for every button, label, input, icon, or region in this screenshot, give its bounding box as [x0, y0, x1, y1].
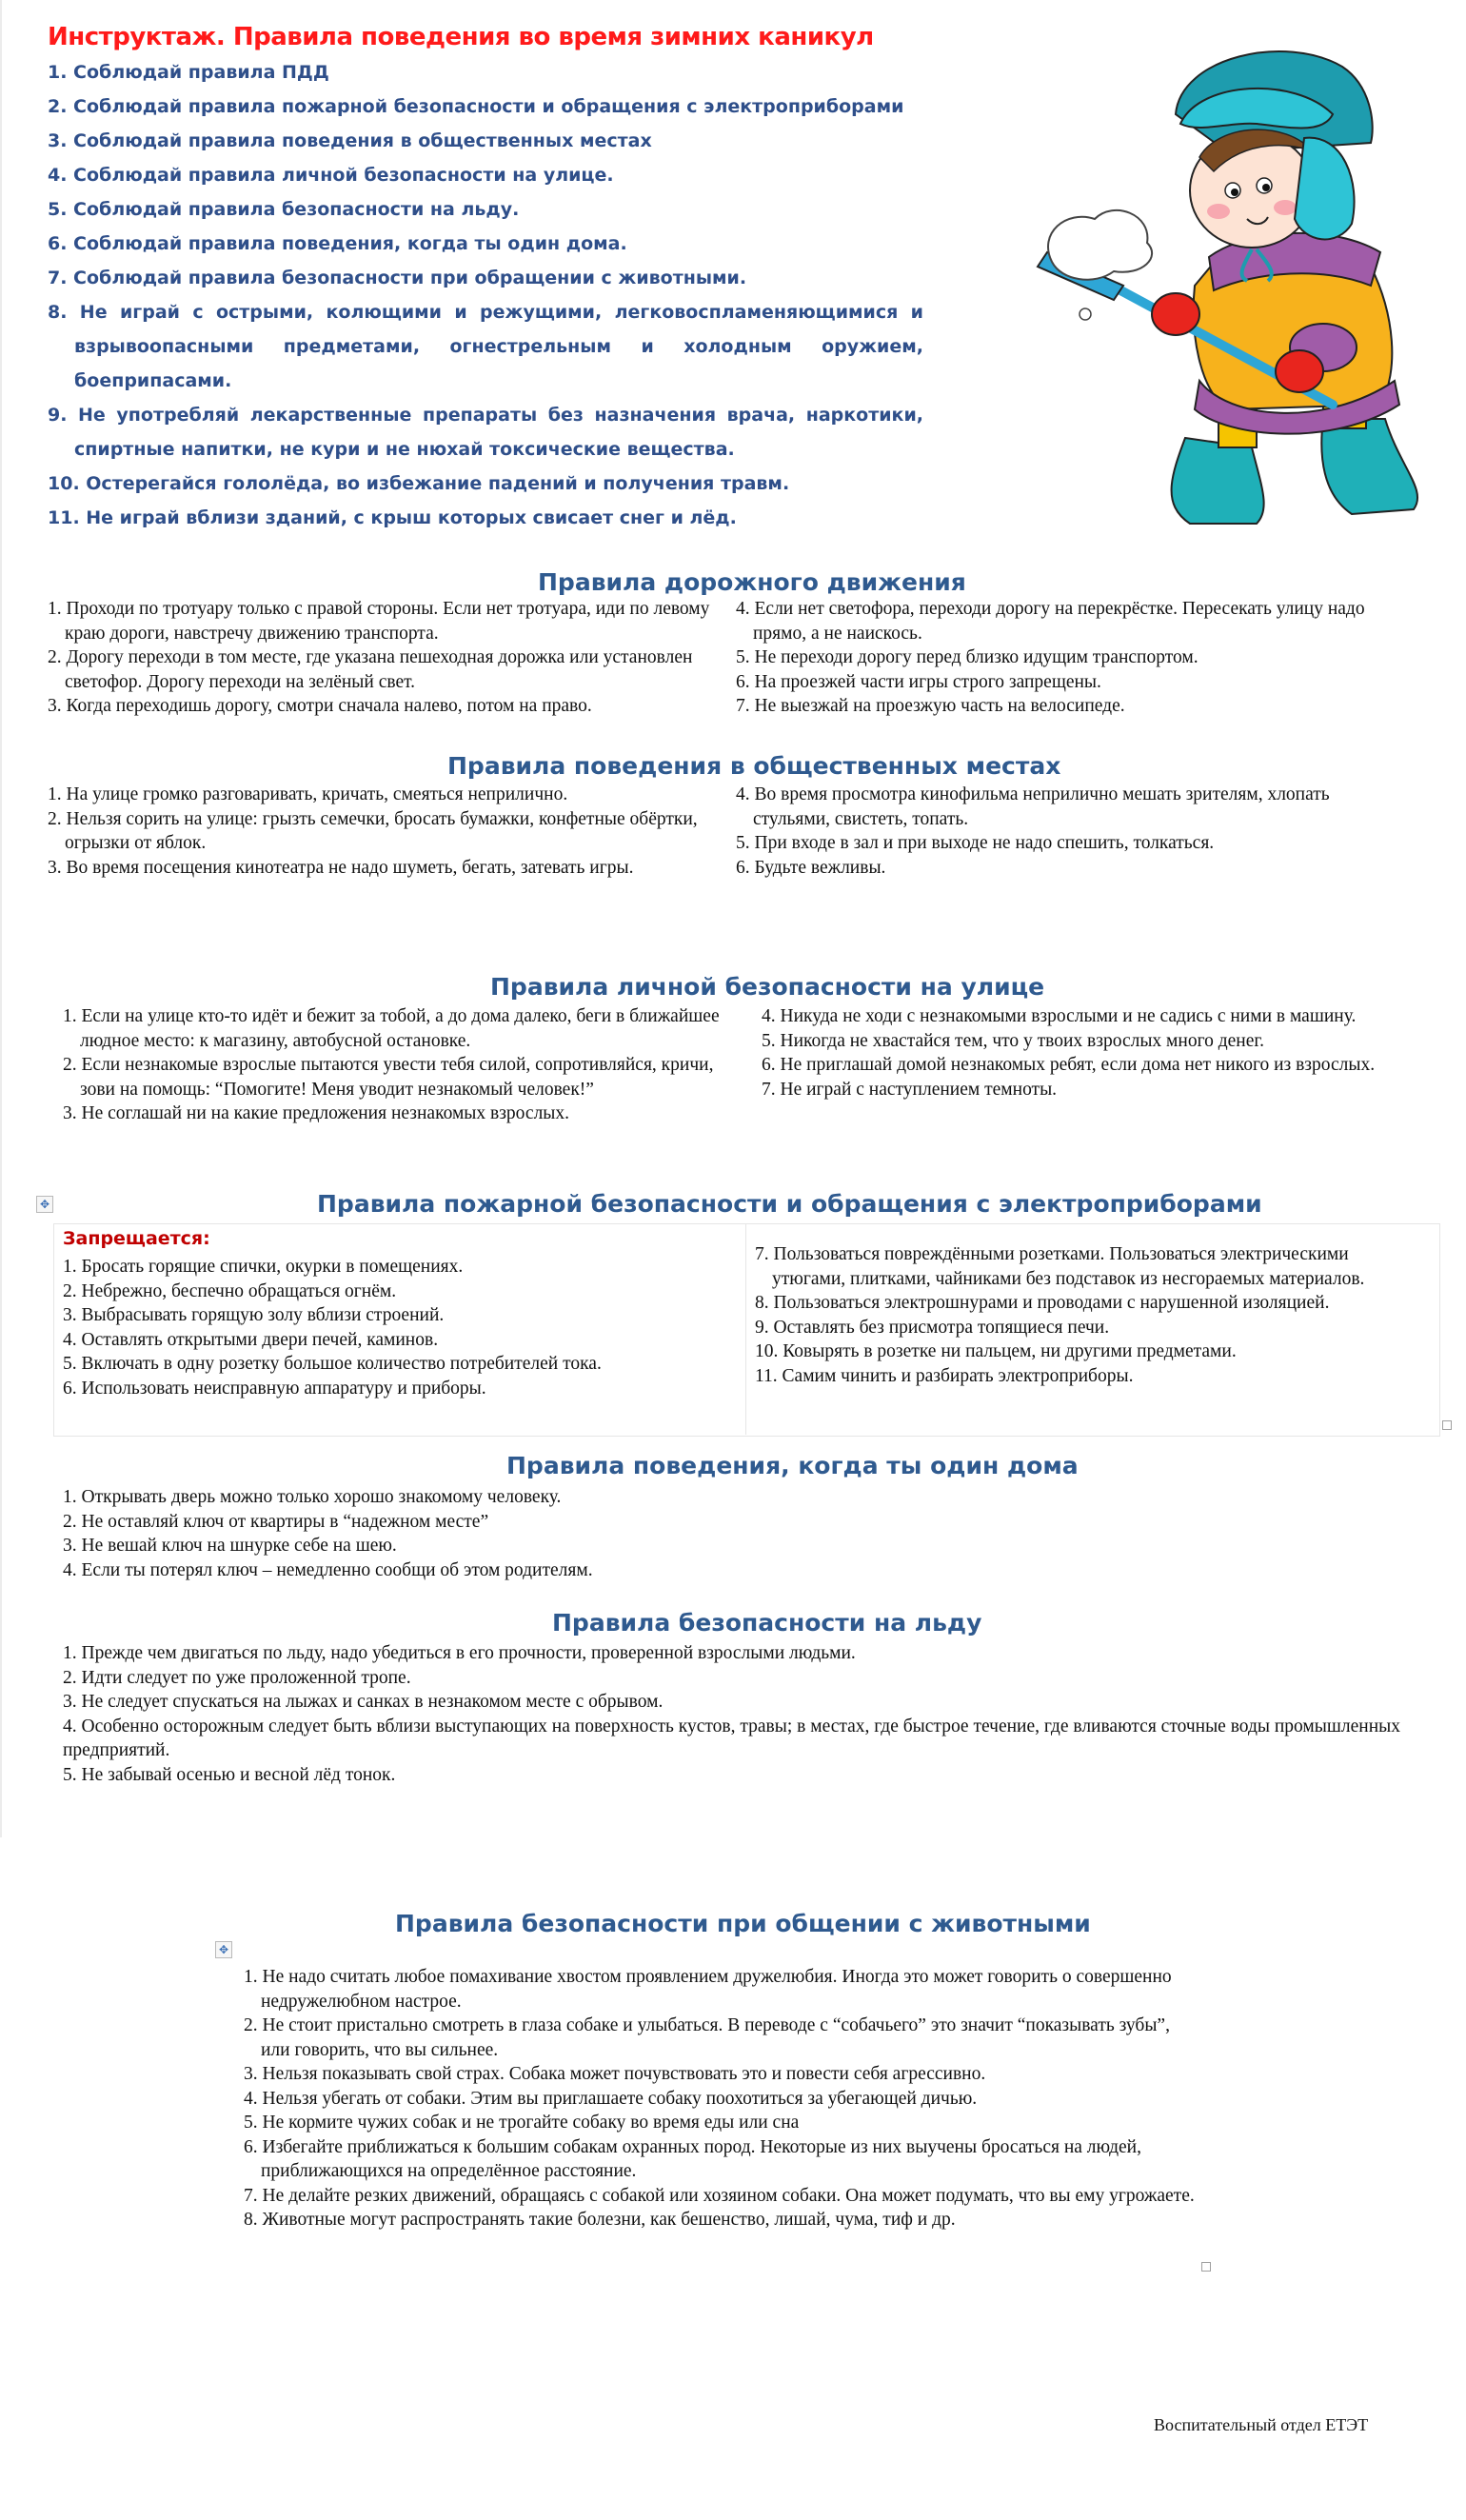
rule-item: 9. Оставлять без присмотра топящиеся печи.: [755, 1317, 1110, 1338]
rule-item: 4. Если нет светофора, переходи дорогу на перекрёстке. Пересекать улицу надо прямо, а не наискось.: [736, 599, 1365, 644]
rule-item: 6. Использовать неисправную аппаратуру и приборы.: [63, 1378, 486, 1399]
rule-item: 2. Не стоит пристально смотреть в глаза собаке и улыбаться. В переводе с “собачьего” это значит “показывать зубы”, или говорить, что вы сильнее.: [244, 2015, 1170, 2060]
rule-item: 1. Прежде чем двигаться по льду, надо убедиться в его прочности, проверенной взрослыми людьми.: [63, 1643, 856, 1663]
rule-item: 3. Не соглашай ни на какие предложения незнакомых взрослых.: [63, 1103, 570, 1123]
rule-item: 7. Не играй с наступлением темноты.: [762, 1079, 1058, 1100]
table-move-handle-icon[interactable]: ✥: [36, 1196, 53, 1213]
rule-item: 4. Особенно осторожным следует быть вблизи выступающих на поверхность кустов, травы; в местах, где быстрое течение, где вливаются сточные воды промышленных предприятий.: [63, 1716, 1400, 1760]
section-title-personal: Правила личной безопасности на улице: [490, 973, 1045, 1001]
public-rules-right: [736, 783, 1393, 880]
public-rules-left: [48, 783, 723, 880]
table-move-handle-icon[interactable]: ✥: [215, 1941, 232, 1958]
rule-item: 4. Во время просмотра кинофильма неприлично мешать зрителям, хлопать стульями, свистеть, топать.: [736, 784, 1330, 829]
intro-item: 7. Соблюдай правила безопасности при обращении с животными.: [48, 268, 747, 288]
intro-item: 11. Не играй вблизи зданий, с крыш которых свисает снег и лёд.: [48, 507, 737, 528]
intro-rules-list: [48, 55, 923, 535]
rule-item: 5. Включать в одну розетку большое количество потребителей тока.: [63, 1354, 602, 1374]
table-resize-handle[interactable]: [1201, 2262, 1211, 2272]
road-rules-left: [48, 597, 723, 719]
personal-rules-right: [762, 1004, 1399, 1101]
rule-item: 1. Бросать горящие спички, окурки в помещениях.: [63, 1257, 464, 1277]
rule-item: 11. Самим чинить и разбирать электроприборы.: [755, 1365, 1134, 1386]
rule-item: 7. Не выезжай на проезжую часть на велосипеде.: [736, 696, 1125, 716]
rule-item: 5. При входе в зал и при выходе не надо спешить, толкаться.: [736, 833, 1215, 853]
rule-item: 4. Никуда не ходи с незнакомыми взрослыми и не садись с ними в машину.: [762, 1006, 1357, 1026]
rule-item: 7. Пользоваться повреждёнными розетками. Пользоваться электрическими утюгами, плитками, чайниками без подставок из несгораемых материалов.: [755, 1244, 1365, 1289]
rule-item: 6. Избегайте приближаться к большим собакам охранных пород. Некоторые из них выучены бросаться на людей, приближающихся на определённое расстояние.: [244, 2136, 1141, 2181]
footer-signature: Воспитательный отдел ЕТЭТ: [1154, 2415, 1369, 2434]
rule-item: 10. Ковырять в розетке ни пальцем, ни другими предметами.: [755, 1341, 1237, 1361]
rule-item: 2. Если незнакомые взрослые пытаются увести тебя силой, сопротивляйся, кричи, зови на помощь: “Помогите! Меня уводит незнакомый человек!”: [63, 1055, 714, 1100]
rule-item: 2. Нельзя сорить на улице: грызть семечки, бросать бумажки, конфетные обёртки, огрызки от яблок.: [48, 808, 698, 853]
rule-item: 3. Выбрасывать горящую золу вблизи строений.: [63, 1305, 445, 1325]
personal-rules-left: [63, 1004, 729, 1126]
page-edge: [0, 0, 2, 1837]
rule-item: 7. Не делайте резких движений, обращаясь с собакой или хозяином собаки. Она может подумать, что вы ему угрожаете.: [244, 2185, 1195, 2206]
intro-item: 6. Соблюдай правила поведения, когда ты один дома.: [48, 233, 627, 254]
rule-item: 6. Будьте вежливы.: [736, 857, 886, 878]
rule-item: 3. Нельзя показывать свой страх. Собака может почувствовать это и повести себя агрессивно.: [244, 2064, 986, 2084]
forbidden-label: Запрещается:: [63, 1228, 210, 1249]
rule-item: 5. Не кормите чужих собак и не трогайте собаку во время еды или сна: [244, 2113, 800, 2133]
intro-item: 9. Не употребляй лекарственные препараты без назначения врача, наркотики, спиртные напитки, не кури и не нюхай токсические вещества.: [48, 405, 923, 460]
section-title-road: Правила дорожного движения: [538, 568, 966, 596]
table-resize-handle[interactable]: [1442, 1420, 1452, 1430]
road-rules-right: [736, 597, 1393, 719]
intro-item: 3. Соблюдай правила поведения в общественных местах: [48, 130, 652, 151]
rule-item: 3. Когда переходишь дорогу, смотри сначала налево, потом на право.: [48, 696, 592, 716]
fire-rules-right: [755, 1242, 1421, 1388]
section-title-fire: Правила пожарной безопасности и обращения с электроприборами: [317, 1190, 1262, 1218]
home-rules: [63, 1485, 1015, 1582]
rule-item: 3. Во время посещения кинотеатра не надо шуметь, бегать, затевать игры.: [48, 857, 634, 878]
rule-item: 1. Не надо считать любое помахивание хвостом проявлением дружелюбия. Иногда это может говорить о совершенно недружелюбном настрое.: [244, 1967, 1172, 2012]
rule-item: 4. Если ты потерял ключ – немедленно сообщи об этом родителям.: [63, 1559, 593, 1580]
rule-item: 2. Дорогу переходи в том месте, где указана пешеходная дорожка или установлен светофор. Дорогу переходи на зелёный свет.: [48, 647, 693, 692]
intro-item: 2. Соблюдай правила пожарной безопасности и обращения с электроприборами: [48, 96, 904, 117]
rule-item: 1. Открывать дверь можно только хорошо знакомому человеку.: [63, 1487, 562, 1507]
rule-item: 2. Небрежно, беспечно обращаться огнём.: [63, 1280, 397, 1301]
intro-item: 1. Соблюдай правила ПДД: [48, 62, 329, 83]
rule-item: 5. Никогда не хвастайся тем, что у твоих взрослых много денег.: [762, 1030, 1265, 1051]
animal-rules: [244, 1965, 1196, 2232]
intro-item: 8. Не играй с острыми, колющими и режущими, легковоспламеняющимися и взрывоопасными предметами, огнестрельным и холодным оружием, боеприпасами.: [48, 302, 923, 391]
section-title-public: Правила поведения в общественных местах: [447, 752, 1061, 780]
rule-item: 3. Не следует спускаться на лыжах и санках в незнакомом месте с обрывом.: [63, 1692, 664, 1712]
fire-rules-left: [63, 1255, 729, 1400]
rule-item: 3. Не вешай ключ на шнурке себе на шею.: [63, 1536, 397, 1556]
rule-item: 4. Нельзя убегать от собаки. Этим вы приглашаете собаку поохотиться за убегающей дичью.: [244, 2088, 978, 2109]
rule-item: 6. На проезжей части игры строго запрещены.: [736, 671, 1101, 692]
table-column-divider: [745, 1223, 746, 1435]
section-title-animals: Правила безопасности при общении с животными: [395, 1910, 1091, 1937]
rule-item: 2. Не оставляй ключ от квартиры в “надежном месте”: [63, 1511, 489, 1532]
rule-item: 4. Оставлять открытыми двери печей, каминов.: [63, 1329, 439, 1350]
rule-item: 1. Проходи по тротуару только с правой стороны. Если нет тротуара, иди по левому краю дороги, навстречу движению транспорта.: [48, 599, 710, 644]
section-title-ice: Правила безопасности на льду: [552, 1609, 982, 1637]
instruction-title: Инструктаж. Правила поведения во время зимних каникул: [48, 23, 874, 51]
rule-item: 5. Не переходи дорогу перед близко идущим транспортом.: [736, 647, 1199, 667]
intro-item: 5. Соблюдай правила безопасности на льду.: [48, 199, 520, 220]
ice-rules: [63, 1641, 1424, 1787]
rule-item: 2. Идти следует по уже проложенной тропе.: [63, 1667, 411, 1688]
child-shoveling-snow-illustration: [1009, 29, 1447, 543]
intro-item: 4. Соблюдай правила личной безопасности на улице.: [48, 165, 614, 186]
rule-item: 6. Не приглашай домой незнакомых ребят, если дома нет никого из взрослых.: [762, 1055, 1376, 1075]
intro-item: 10. Остерегайся гололёда, во избежание падений и получения травм.: [48, 473, 790, 494]
rule-item: 1. Если на улице кто-то идёт и бежит за тобой, а до дома далеко, беги в ближайшее людное место: к магазину, автобусной остановке.: [63, 1006, 720, 1051]
rule-item: 8. Животные могут распространять такие болезни, как бешенство, лишай, чума, тиф и др.: [244, 2210, 956, 2230]
section-title-home: Правила поведения, когда ты один дома: [506, 1452, 1079, 1479]
rule-item: 1. На улице громко разговаривать, кричать, смеяться неприлично.: [48, 784, 568, 804]
rule-item: 8. Пользоваться электрошнурами и проводами с нарушенной изоляцией.: [755, 1293, 1330, 1313]
rule-item: 5. Не забывай осенью и весной лёд тонок.: [63, 1764, 396, 1785]
